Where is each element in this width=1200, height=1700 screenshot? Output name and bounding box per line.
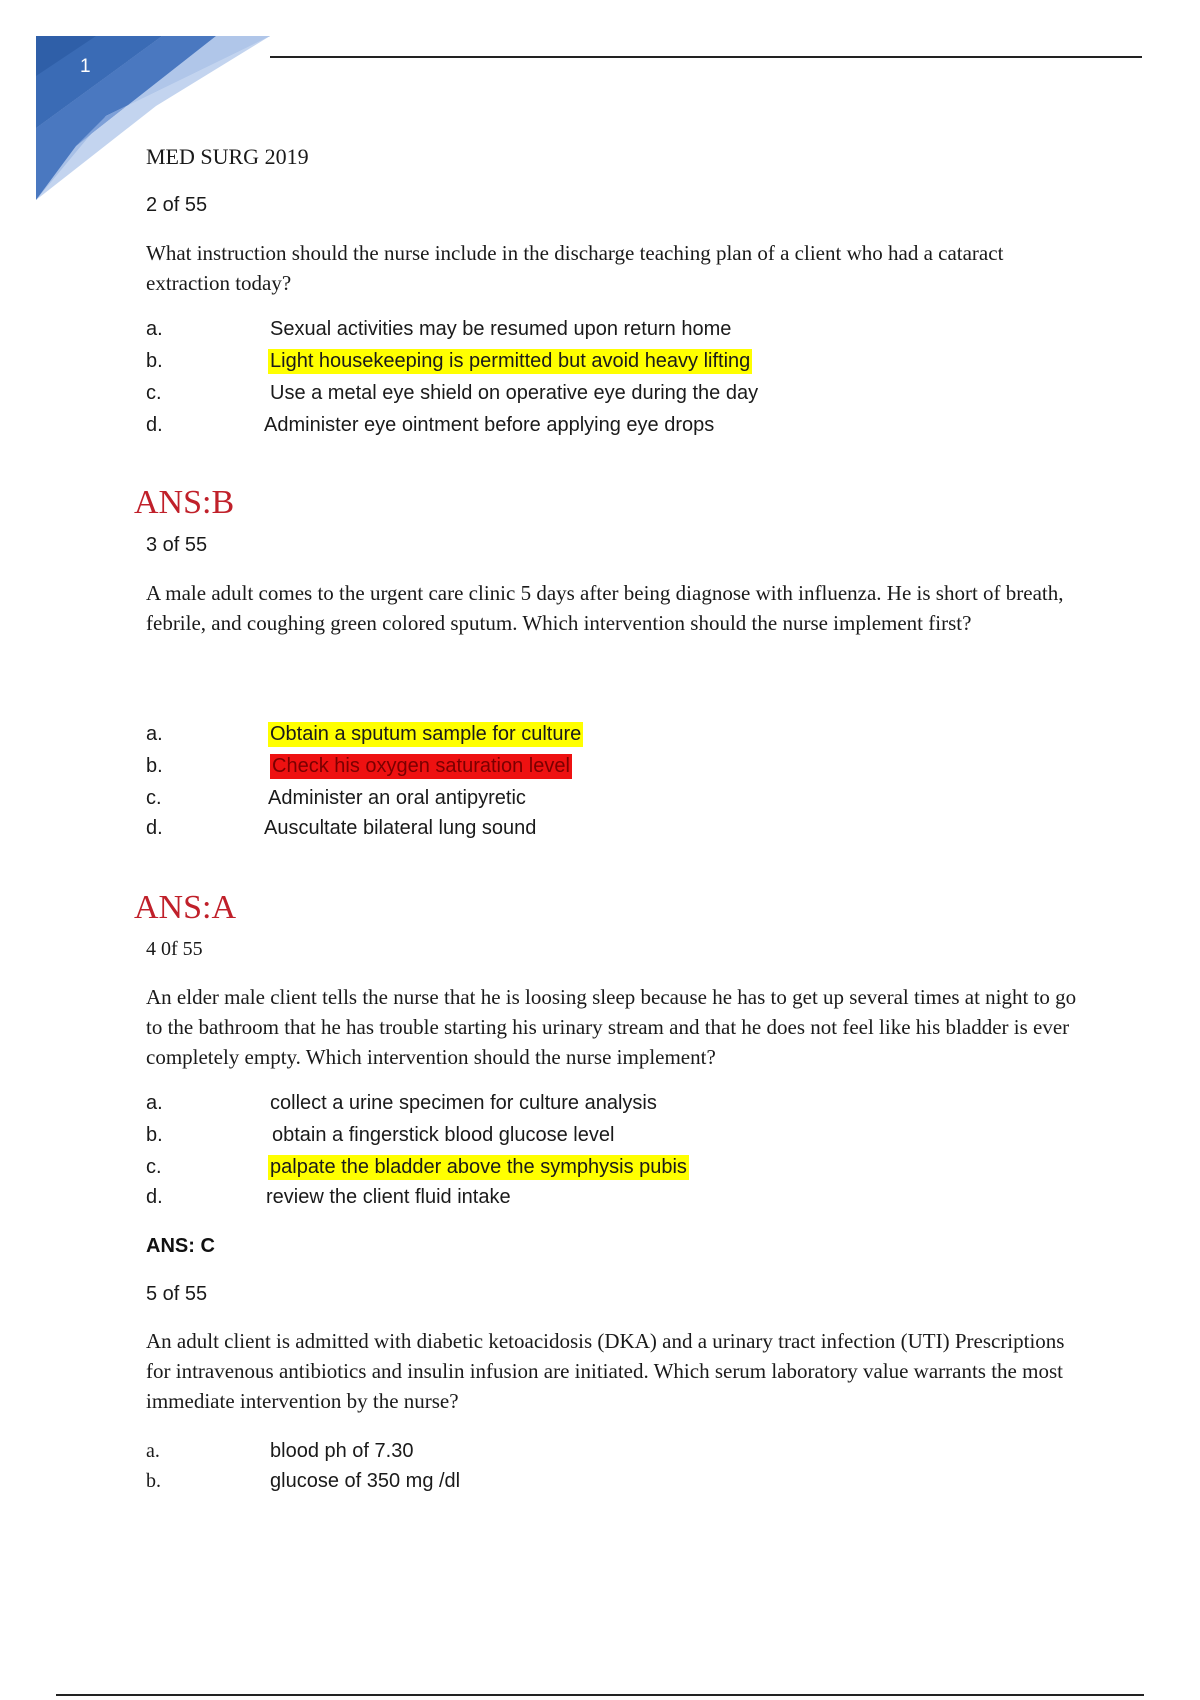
option-letter: d. bbox=[146, 817, 163, 839]
option-text-highlighted: Obtain a sputum sample for culture bbox=[270, 723, 582, 745]
option-letter: b. bbox=[146, 755, 163, 777]
option-text: Use a metal eye shield on operative eye during the day bbox=[270, 382, 759, 404]
question-number: 4 0f 55 bbox=[146, 938, 203, 960]
option-text: glucose of 350 mg /dl bbox=[270, 1470, 461, 1492]
option-letter: a. bbox=[146, 723, 163, 745]
question-stem: An adult client is admitted with diabetic ketoacidosis (DKA) and a urinary tract infection (UTI) Prescriptions for intravenous antibiotics and insulin infusion are initiated. Which serum laboratory value warrants the most immediate intervention by the nurse? bbox=[146, 1329, 1065, 1413]
option-letter: b. bbox=[146, 1470, 161, 1492]
option-text: review the client fluid intake bbox=[266, 1186, 511, 1208]
option-letter: c. bbox=[146, 1156, 162, 1178]
answer-label: ANS: C bbox=[146, 1235, 215, 1257]
option-letter: a. bbox=[146, 318, 163, 340]
option-text-highlighted: palpate the bladder above the symphysis pubis bbox=[270, 1156, 687, 1178]
option-text: Sexual activities may be resumed upon return home bbox=[270, 318, 732, 340]
option-text-highlighted: Light housekeeping is permitted but avoid heavy lifting bbox=[270, 350, 751, 372]
question-stem: An elder male client tells the nurse that he is loosing sleep because he has to get up several times at night to go to the bathroom that he has trouble starting his urinary stream and that he does not feel like his bladder is ever completely empty. Which intervention should the nurse implement? bbox=[146, 985, 1077, 1069]
answer-label: ANS:B bbox=[134, 484, 235, 521]
option-text: Administer eye ointment before applying eye drops bbox=[264, 414, 715, 436]
footer-rule bbox=[56, 1694, 1144, 1696]
answer-label: ANS:A bbox=[134, 889, 237, 926]
option-text: obtain a fingerstick blood glucose level bbox=[272, 1124, 615, 1146]
option-letter: c. bbox=[146, 382, 162, 404]
page-number: 1 bbox=[80, 56, 91, 77]
option-text-highlighted-red: Check his oxygen saturation level bbox=[272, 755, 570, 777]
option-text: collect a urine specimen for culture analysis bbox=[270, 1092, 657, 1114]
option-text: blood ph of 7.30 bbox=[270, 1440, 414, 1462]
option-letter: a. bbox=[146, 1092, 163, 1114]
option-letter: b. bbox=[146, 350, 163, 372]
question-stem: What instruction should the nurse include in the discharge teaching plan of a client who had a cataract extraction today? bbox=[146, 241, 1004, 295]
option-letter: b. bbox=[146, 1124, 163, 1146]
option-letter: c. bbox=[146, 787, 162, 809]
option-text: Auscultate bilateral lung sound bbox=[264, 817, 537, 839]
question-number: 5 of 55 bbox=[146, 1283, 208, 1305]
corner-decoration bbox=[36, 36, 276, 200]
option-text: Administer an oral antipyretic bbox=[268, 787, 526, 809]
option-letter: a. bbox=[146, 1440, 160, 1462]
question-number: 3 of 55 bbox=[146, 534, 208, 556]
header-rule bbox=[270, 56, 1142, 58]
option-letter: d. bbox=[146, 414, 163, 436]
document-title: MED SURG 2019 bbox=[146, 144, 309, 169]
option-letter: d. bbox=[146, 1186, 163, 1208]
question-stem: A male adult comes to the urgent care clinic 5 days after being diagnose with influenza. He is short of breath, febrile, and coughing green colored sputum. Which intervention should the nurse implement first? bbox=[146, 581, 1064, 635]
question-number: 2 of 55 bbox=[146, 194, 208, 216]
